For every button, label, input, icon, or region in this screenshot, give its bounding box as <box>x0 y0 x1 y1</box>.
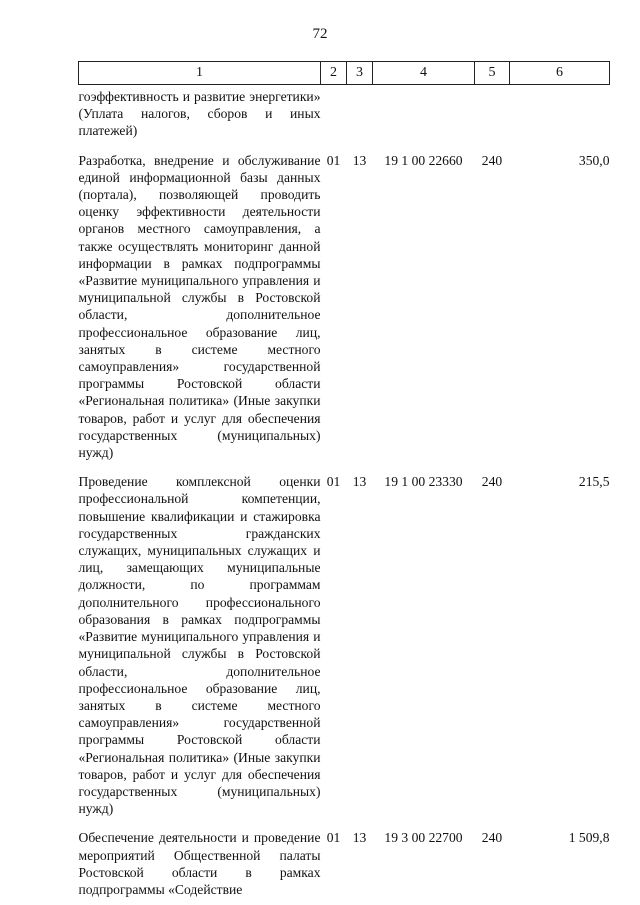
column-header-4: 4 <box>373 62 475 85</box>
table-row <box>79 140 610 462</box>
row-target-article: 19 1 00 22660 <box>384 152 463 168</box>
column-header-6: 6 <box>510 62 610 85</box>
column-header-5: 5 <box>475 62 510 85</box>
column-header-3: 3 <box>347 62 373 85</box>
row-description: Проведение комплексной оценки профессиональной компетенции, повышение квалификации и стажировка государственных гражданских служащих, муниципальных служащих и лиц, замещающих муниципальные должности, по программам дополнительного профессионального образования в рамках подпрограммы «Развитие муниципального управления и муниципальной службы в Ростовской области, дополнительное профессиональное образование лиц, занятых в системе местного самоуправления» государственной программы Ростовской области «Региональная политика» (Иные закупки товаров, работ и услуг для обеспечения государственных (муниципальных) нужд) <box>78 474 321 817</box>
budget-table <box>78 61 610 898</box>
row-target-article <box>373 85 475 140</box>
column-header-2: 2 <box>321 62 347 85</box>
page-number: 72 <box>312 26 328 42</box>
column-header-1: 1 <box>79 62 321 85</box>
table-row <box>79 85 610 140</box>
table-header-row <box>79 62 610 85</box>
row-amount: 350,0 <box>578 152 610 168</box>
row-section <box>321 85 347 140</box>
row-expense-type <box>475 85 510 140</box>
row-section: 01 <box>326 152 341 168</box>
row-description: гоэффективность и развитие энергетики» (Уплата налогов, сборов и иных платежей) <box>78 89 321 139</box>
row-subsection: 13 <box>352 474 367 490</box>
row-subsection: 13 <box>352 152 367 168</box>
row-target-article: 19 3 00 22700 <box>384 830 463 846</box>
row-amount: 1 509,8 <box>568 830 610 846</box>
table-row <box>79 817 610 898</box>
row-expense-type: 240 <box>481 474 503 490</box>
row-description: Обеспечение деятельности и проведение мероприятий Общественной палаты Ростовской области в рамках подпрограммы «Содействие <box>78 830 321 897</box>
row-description: Разработка, внедрение и обслуживание единой информационной базы данных (портала), позволяющей проводить оценку эффективности деятельности органов местного самоуправления, а также осуществлять мониторинг данной информации в рамках подпрограммы «Развитие муниципального управления и муниципальной службы в Ростовской области, дополнительное профессиональное образование лиц, занятых в системе местного самоуправления» государственной программы Ростовской области «Региональная политика» (Иные закупки товаров, работ и услуг для обеспечения государственных (муниципальных) нужд) <box>78 152 321 461</box>
row-section: 01 <box>326 830 341 846</box>
row-section: 01 <box>326 474 341 490</box>
row-subsection: 13 <box>352 830 367 846</box>
row-expense-type: 240 <box>481 830 503 846</box>
row-subsection <box>347 85 373 140</box>
row-target-article: 19 1 00 23330 <box>384 474 463 490</box>
row-amount <box>510 85 610 140</box>
row-amount: 215,5 <box>578 474 610 490</box>
table-row <box>79 461 610 817</box>
row-expense-type: 240 <box>481 152 503 168</box>
